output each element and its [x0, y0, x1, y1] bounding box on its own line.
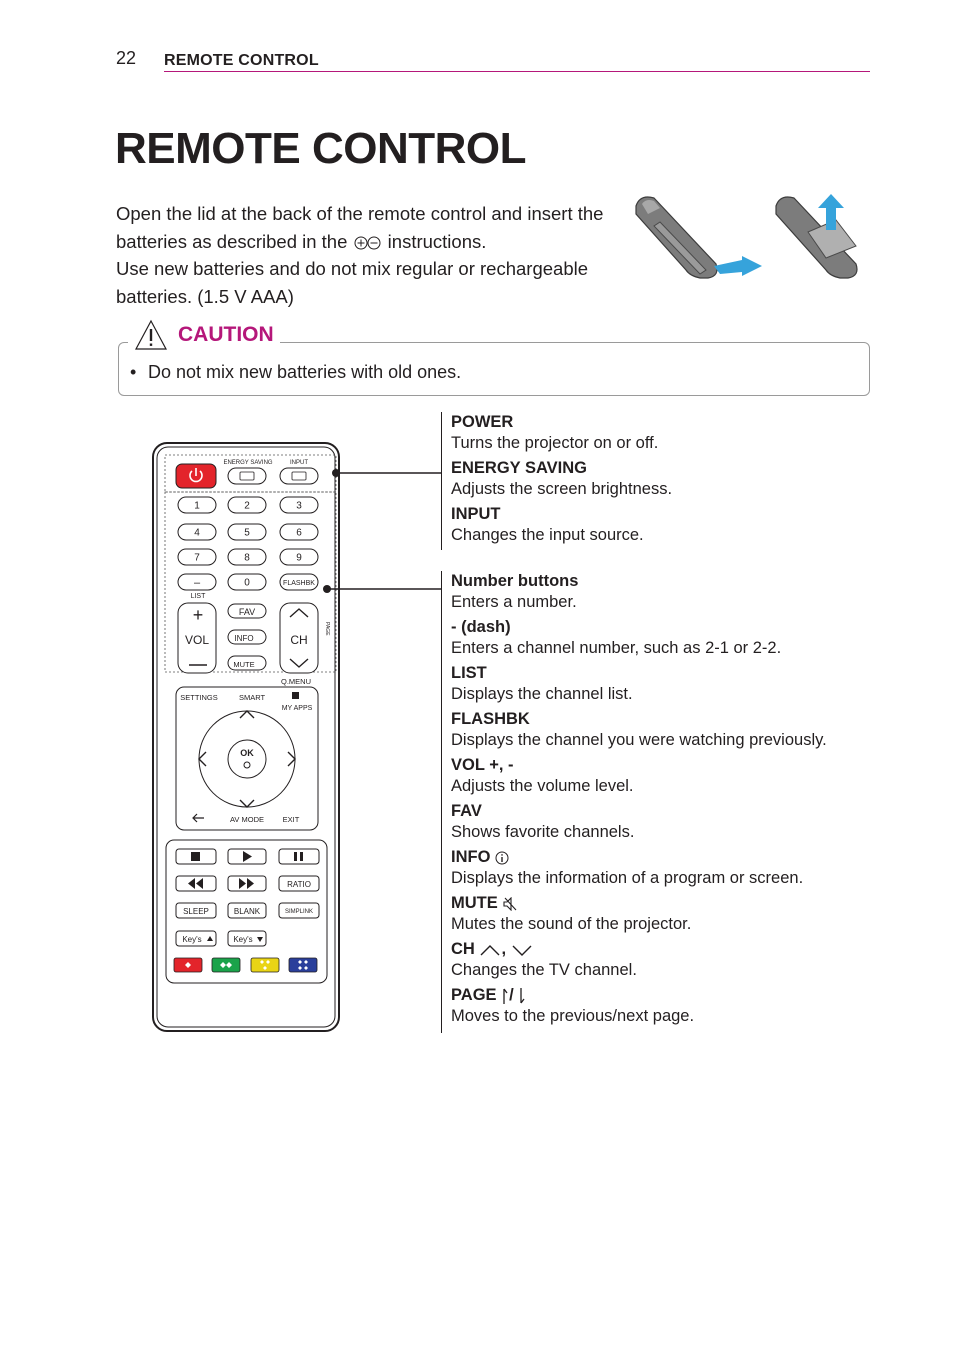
- number-button-label: 0: [244, 577, 250, 589]
- running-header: REMOTE CONTROL: [164, 52, 319, 69]
- desc-title: ENERGY SAVING: [451, 459, 588, 477]
- desc-text: Changes the TV channel.: [451, 961, 637, 979]
- vol-label: VOL: [184, 633, 210, 647]
- caution-label: CAUTION: [178, 323, 274, 346]
- info-icon: [495, 851, 509, 865]
- warning-triangle-icon: [134, 319, 168, 351]
- chevron-down-icon: [511, 943, 533, 957]
- desc-text: Changes the input source.: [451, 526, 644, 544]
- number-button-label: 2: [244, 500, 250, 512]
- descriptions-top: [441, 412, 672, 550]
- page-up-icon: [501, 987, 509, 1005]
- energy-saving-label: ENERGY SAVING: [223, 460, 273, 466]
- header-rule: [164, 71, 870, 72]
- caution-item-text: Do not mix new batteries with old ones.: [148, 362, 462, 382]
- desc-text: Turns the projector on or off.: [451, 434, 659, 452]
- number-button-label: 6: [296, 527, 302, 539]
- page-title: REMOTE CONTROL: [115, 124, 526, 173]
- bullet-icon: •: [130, 362, 137, 382]
- settings-label: SETTINGS: [180, 693, 218, 702]
- ok-button: [228, 740, 266, 778]
- intro-line1-pre: Open the lid at the back of the remote control and insert the batteries as described in the: [116, 203, 604, 252]
- remote-control-illustration: [150, 410, 450, 1040]
- desc-text: Enters a number.: [451, 593, 577, 611]
- flashbk-label: FLASHBK: [283, 580, 315, 587]
- title-separator: ,: [501, 940, 507, 958]
- keystone-down-label: Key's: [233, 935, 253, 944]
- desc-title: VOL +, -: [451, 756, 514, 774]
- desc-text: Moves to the previous/next page.: [451, 1007, 695, 1025]
- fav-label: FAV: [238, 607, 256, 617]
- qmenu-label: Q.MENU: [281, 677, 311, 686]
- energy-saving-button: [228, 468, 266, 484]
- number-button-label: 8: [244, 552, 250, 564]
- desc-title: CH: [451, 940, 475, 958]
- vol-plus-icon: +: [192, 605, 204, 625]
- list-label: LIST: [190, 593, 206, 600]
- number-button-label: 3: [296, 500, 302, 512]
- caution-item: [130, 362, 461, 383]
- desc-ch: [451, 939, 827, 981]
- myapps-icon: [292, 692, 299, 699]
- dash-label: –: [193, 577, 201, 589]
- intro-line1-post: instructions.: [387, 230, 487, 252]
- battery-lid-illustration: [630, 190, 870, 282]
- desc-text: Mutes the sound of the projector.: [451, 915, 692, 933]
- desc-title: POWER: [451, 413, 514, 431]
- ch-label: CH: [290, 633, 308, 647]
- intro-paragraph-1: [116, 200, 636, 255]
- ok-label: OK: [240, 748, 254, 758]
- callout-dot: [323, 585, 331, 593]
- remote-back-open-illustration: [636, 197, 762, 278]
- pause-icon: [294, 852, 297, 861]
- number-button-label: 7: [194, 552, 200, 564]
- avmode-label: AV MODE: [229, 815, 265, 824]
- desc-title: Number buttons: [451, 572, 579, 590]
- desc-mute: [451, 893, 827, 935]
- desc-power: [451, 412, 672, 454]
- info-label: INFO: [234, 634, 254, 643]
- number-button-label: 5: [244, 527, 250, 539]
- callout-dot-top: [332, 469, 340, 477]
- desc-info: [451, 847, 827, 889]
- exit-label: EXIT: [282, 815, 300, 824]
- title-separator: /: [509, 986, 514, 1004]
- descriptions-bottom: [441, 571, 827, 1033]
- pause-button: [279, 849, 319, 864]
- plus-minus-icon: [353, 235, 383, 251]
- page-label: PAGE: [324, 622, 330, 636]
- myapps-label: MY APPS: [281, 705, 313, 712]
- desc-title: FLASHBK: [451, 710, 530, 728]
- desc-title: INFO: [451, 848, 491, 866]
- desc-number-buttons: [451, 571, 827, 613]
- simplink-label: SIMPLINK: [284, 909, 314, 915]
- page-down-icon: [518, 987, 526, 1005]
- desc-text: Adjusts the screen brightness.: [451, 480, 673, 498]
- ratio-label: RATIO: [287, 880, 311, 889]
- blank-label: BLANK: [233, 907, 261, 916]
- number-button-label: 9: [296, 552, 302, 564]
- input-label: INPUT: [290, 460, 308, 466]
- desc-title: LIST: [451, 664, 487, 682]
- desc-title: PAGE: [451, 986, 497, 1004]
- desc-text: Enters a channel number, such as 2-1 or 2-2.: [451, 639, 782, 657]
- desc-fav: [451, 801, 827, 843]
- desc-input: [451, 504, 672, 546]
- smart-label: SMART: [238, 693, 266, 702]
- desc-title: FAV: [451, 802, 482, 820]
- remote-back-lift-illustration: [776, 194, 857, 278]
- input-button: [280, 468, 318, 484]
- caution-header: [128, 315, 280, 355]
- desc-list: [451, 663, 827, 705]
- desc-energy-saving: [451, 458, 672, 500]
- desc-flashbk: [451, 709, 827, 751]
- desc-text: Adjusts the volume level.: [451, 777, 634, 795]
- desc-text: Displays the channel you were watching previously.: [451, 731, 827, 749]
- desc-title: MUTE: [451, 894, 498, 912]
- desc-title: - (dash): [451, 618, 511, 636]
- mute-label: MUTE: [233, 660, 255, 669]
- page-number: 22: [116, 48, 137, 68]
- mute-icon: [502, 897, 518, 911]
- intro-text: [116, 200, 636, 310]
- stop-icon: [191, 852, 200, 861]
- desc-text: Displays the channel list.: [451, 685, 633, 703]
- intro-paragraph-2: Use new batteries and do not mix regular or rechargeable batteries. (1.5 V AAA): [116, 258, 589, 307]
- sleep-label: SLEEP: [183, 907, 209, 916]
- desc-vol: [451, 755, 827, 797]
- desc-text: Displays the information of a program or screen.: [451, 869, 804, 887]
- desc-title: INPUT: [451, 505, 501, 523]
- blue-button: [289, 958, 317, 972]
- number-button-label: 4: [194, 527, 200, 539]
- desc-dash: [451, 617, 827, 659]
- desc-text: Shows favorite channels.: [451, 823, 635, 841]
- chevron-up-icon: [479, 943, 501, 957]
- keystone-up-label: Key's: [182, 935, 202, 944]
- number-button-label: 1: [194, 500, 200, 512]
- desc-page: [451, 985, 827, 1027]
